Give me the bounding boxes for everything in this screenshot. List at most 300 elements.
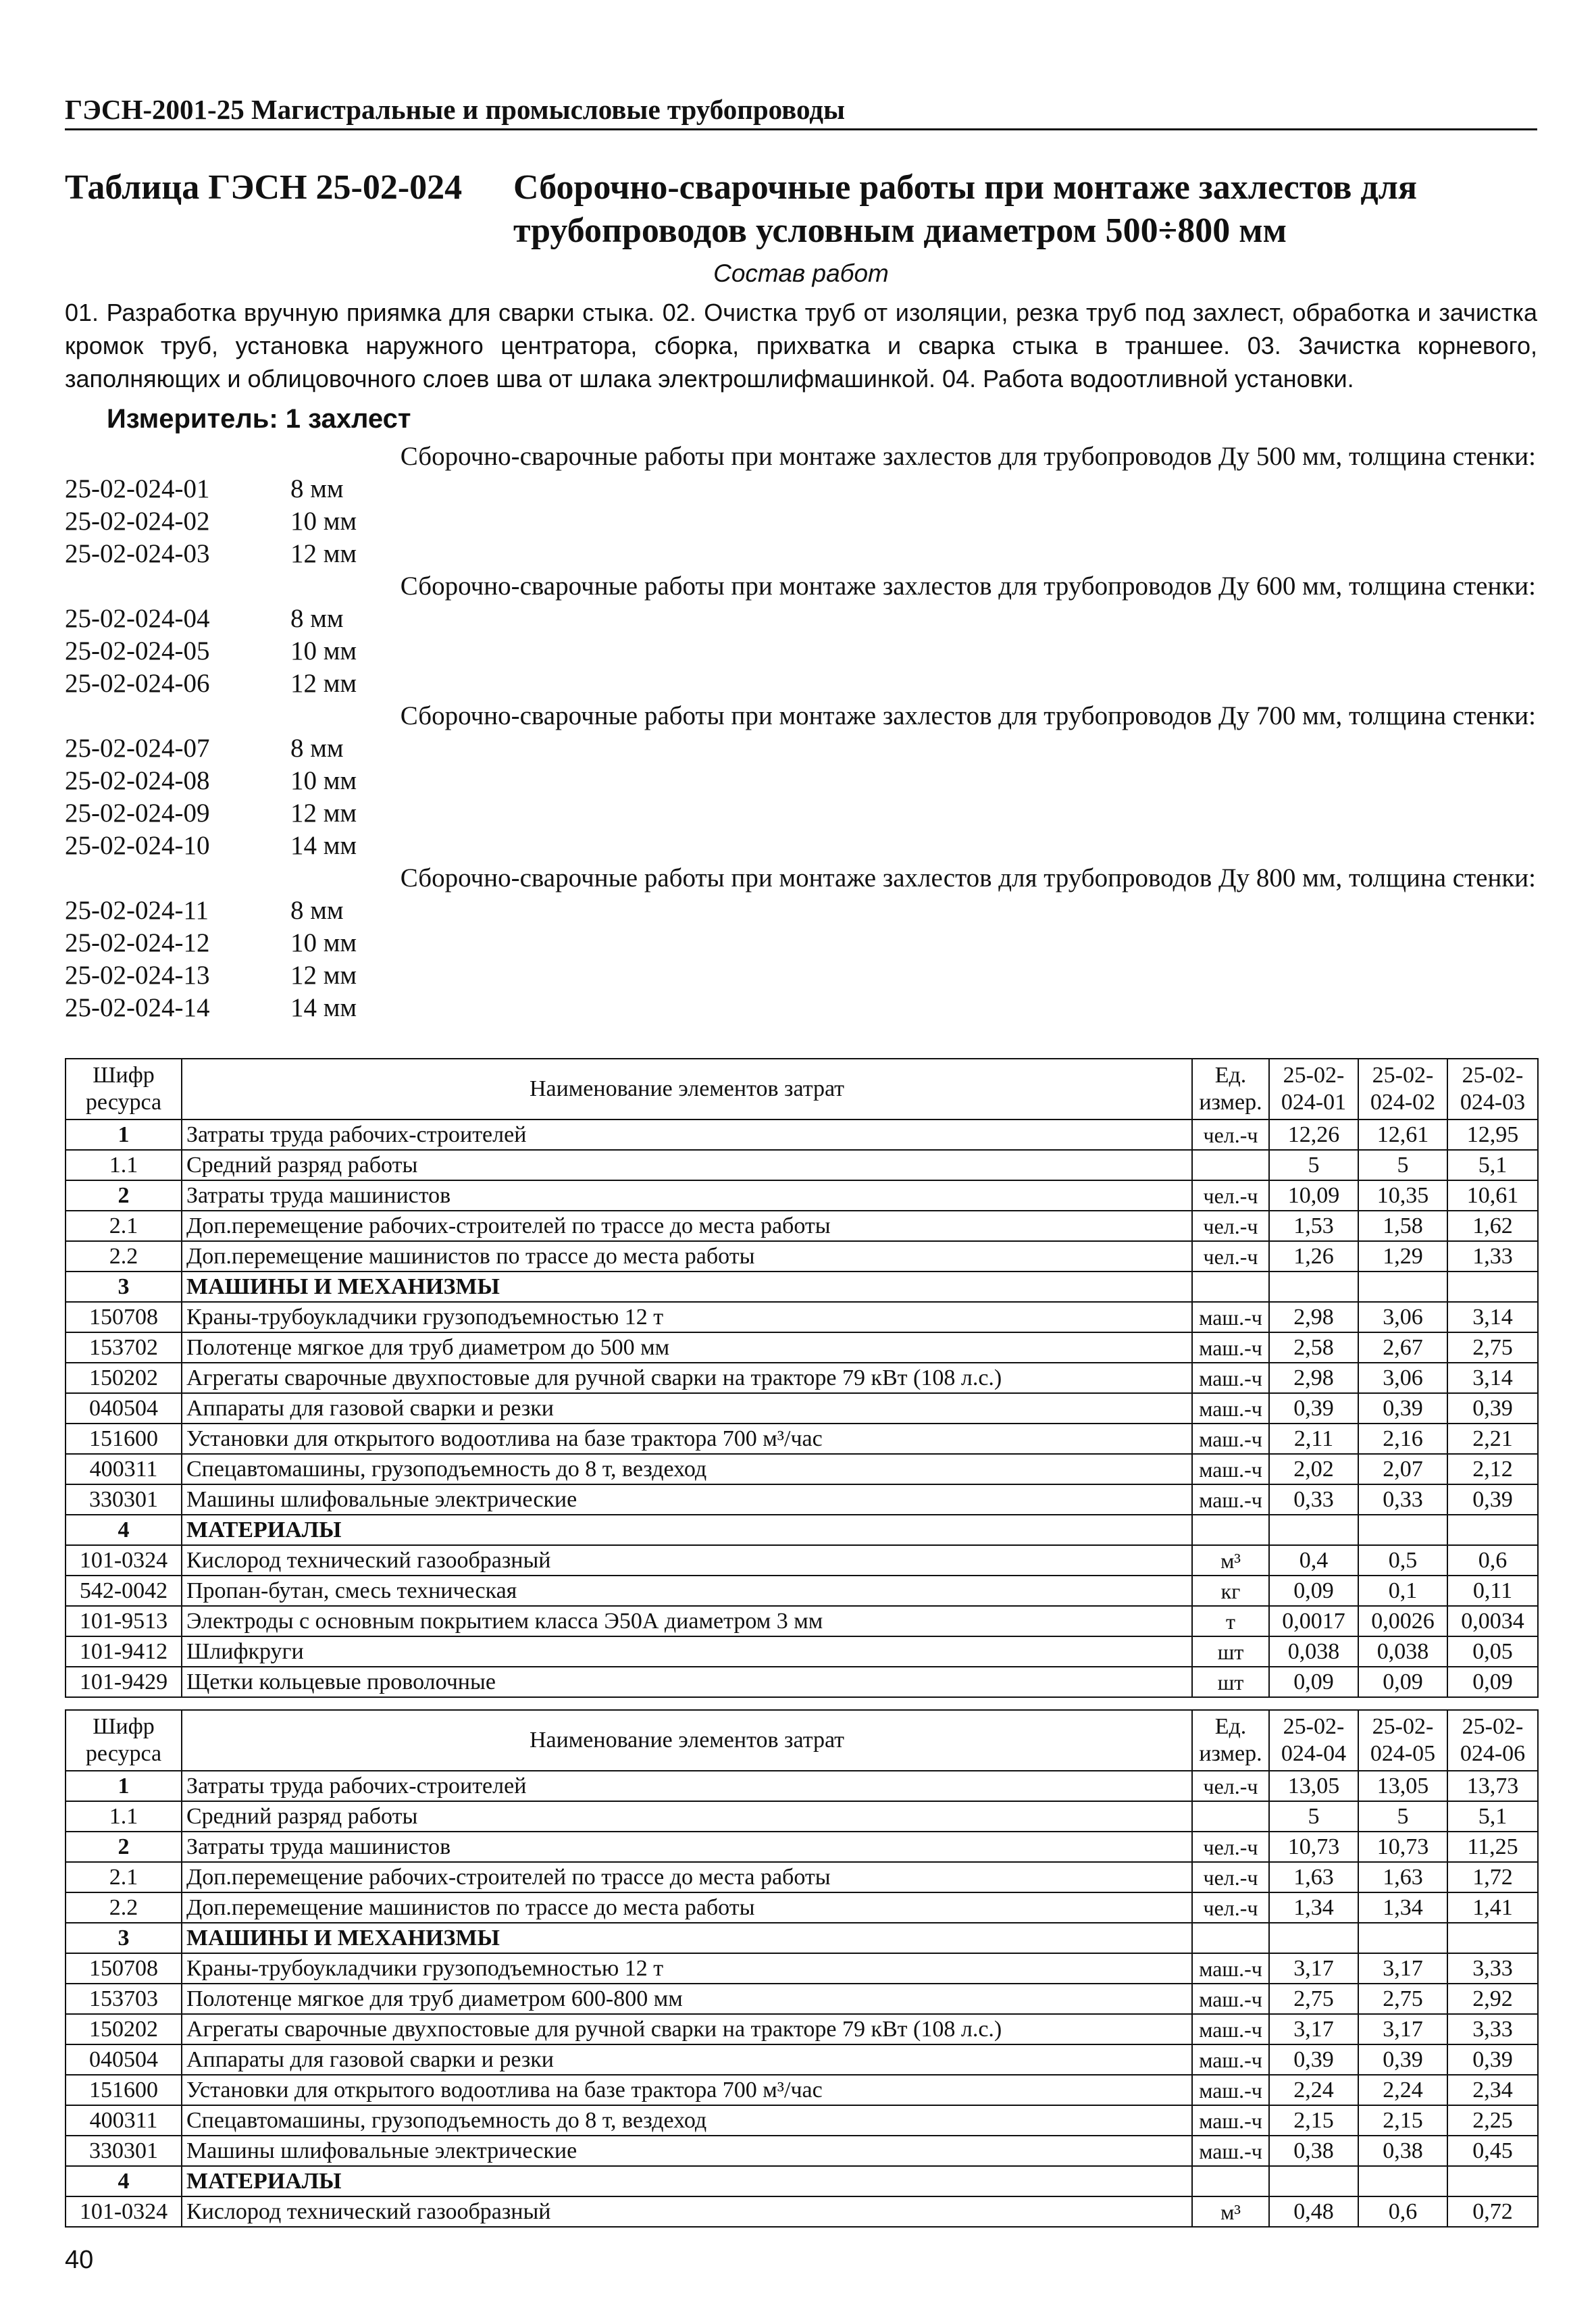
cell-value: 13,05 (1358, 1771, 1447, 1801)
cell-value: 3,14 (1447, 1363, 1538, 1393)
cell-unit: маш.-ч (1192, 2075, 1269, 2105)
cell-value: 0,39 (1447, 1484, 1538, 1515)
table-section-row (66, 2166, 1538, 2196)
spec-code: 25-02-024-01 (65, 474, 210, 503)
cell-value: 1,26 (1269, 1241, 1358, 1272)
spec-thickness: 12 мм (290, 961, 357, 990)
table-section-row (66, 1272, 1538, 1302)
cell-unit (1192, 1515, 1269, 1545)
cell-code: 101-0324 (66, 2196, 182, 2227)
cell-unit: маш.-ч (1192, 1302, 1269, 1332)
table-header-row (66, 1059, 1538, 1120)
cell-value: 0,09 (1447, 1667, 1538, 1697)
resource-table-2 (65, 1709, 1539, 2228)
spec-code: 25-02-024-05 (65, 636, 210, 665)
measure-unit: Измеритель: 1 захлест (107, 404, 411, 434)
cell-value (1269, 1923, 1358, 1953)
header-unit: Ед. измер. (1192, 1710, 1269, 1771)
cell-value: 0,09 (1269, 1667, 1358, 1697)
cell-name: Доп.перемещение машинистов по трассе до места работы (182, 1892, 1192, 1923)
spec-thickness: 8 мм (290, 896, 344, 925)
table-row (66, 1211, 1538, 1241)
cell-value: 1,63 (1358, 1862, 1447, 1892)
spec-thickness: 8 мм (290, 604, 344, 633)
cell-code: 150202 (66, 1363, 182, 1393)
cell-value: 0,39 (1358, 1393, 1447, 1424)
cell-value: 2,16 (1358, 1424, 1447, 1454)
cell-code: 1.1 (66, 1150, 182, 1180)
spec-row (65, 992, 1537, 1024)
table-header-row (66, 1710, 1538, 1771)
cell-value: 0,39 (1447, 2044, 1538, 2075)
spec-group-title: Сборочно-сварочные работы при монтаже захлестов для трубопроводов Ду 600 мм, толщина стенки: (400, 572, 1536, 601)
cell-code: 4 (66, 2166, 182, 2196)
header-name: Наименование элементов затрат (182, 1059, 1192, 1120)
cell-value (1269, 2166, 1358, 2196)
cell-name: Кислород технический газообразный (182, 1545, 1192, 1576)
cell-code: 151600 (66, 1424, 182, 1454)
cell-name: Полотенце мягкое для труб диаметром до 500 мм (182, 1332, 1192, 1363)
cell-code: 153702 (66, 1332, 182, 1363)
cell-unit: шт (1192, 1667, 1269, 1697)
cell-value: 2,15 (1269, 2105, 1358, 2136)
cell-code: 1.1 (66, 1801, 182, 1832)
cell-unit: маш.-ч (1192, 2136, 1269, 2166)
spec-row (65, 959, 1537, 992)
spec-row (65, 895, 1537, 927)
cell-code: 2.2 (66, 1892, 182, 1923)
cell-value: 5 (1358, 1801, 1447, 1832)
cell-name: Кислород технический газообразный (182, 2196, 1192, 2227)
cell-value: 0,0026 (1358, 1606, 1447, 1636)
cell-unit: маш.-ч (1192, 1332, 1269, 1363)
cell-code: 2 (66, 1180, 182, 1211)
table-row (66, 1332, 1538, 1363)
cell-value: 1,62 (1447, 1211, 1538, 1241)
cell-code: 151600 (66, 2075, 182, 2105)
cell-name: Электроды с основным покрытием класса Э50А диаметром 3 мм (182, 1606, 1192, 1636)
cell-value: 0,0034 (1447, 1606, 1538, 1636)
spec-thickness: 10 мм (290, 636, 357, 665)
cell-name: Спецавтомашины, грузоподъемность до 8 т, вездеход (182, 1454, 1192, 1484)
table-row (66, 2136, 1538, 2166)
cell-value: 2,75 (1358, 1984, 1447, 2014)
cell-unit: чел.-ч (1192, 1241, 1269, 1272)
spec-row (65, 765, 1537, 797)
cell-unit (1192, 1923, 1269, 1953)
cell-value: 10,73 (1358, 1832, 1447, 1862)
cell-value: 2,21 (1447, 1424, 1538, 1454)
spec-row (65, 538, 1537, 570)
cell-value: 1,34 (1269, 1892, 1358, 1923)
cell-name: Полотенце мягкое для труб диаметром 600-800 мм (182, 1984, 1192, 2014)
cell-name: Спецавтомашины, грузоподъемность до 8 т, вездеход (182, 2105, 1192, 2136)
cell-value: 2,92 (1447, 1984, 1538, 2014)
cell-value: 2,58 (1269, 1332, 1358, 1363)
cell-value: 10,09 (1269, 1180, 1358, 1211)
cell-code: 330301 (66, 1484, 182, 1515)
cell-unit: маш.-ч (1192, 1393, 1269, 1424)
cell-value: 3,17 (1269, 1953, 1358, 1984)
cell-value: 13,05 (1269, 1771, 1358, 1801)
cell-code: 2 (66, 1832, 182, 1862)
cell-code: 400311 (66, 1454, 182, 1484)
table-row (66, 1120, 1538, 1150)
cell-value: 12,95 (1447, 1120, 1538, 1150)
cell-unit: чел.-ч (1192, 1892, 1269, 1923)
cell-value (1358, 1515, 1447, 1545)
cell-code: 2.2 (66, 1241, 182, 1272)
spec-thickness: 8 мм (290, 474, 344, 503)
cell-value (1447, 1272, 1538, 1302)
cell-value: 0,39 (1269, 2044, 1358, 2075)
spec-list (65, 441, 1537, 1024)
table-row (66, 1424, 1538, 1454)
table-row (66, 1667, 1538, 1697)
table-row (66, 1484, 1538, 1515)
cell-value: 1,58 (1358, 1211, 1447, 1241)
document-page (65, 0, 1537, 2314)
cell-value: 1,72 (1447, 1862, 1538, 1892)
header-norm-code: 25-02-024-02 (1358, 1059, 1447, 1120)
cell-code: 101-9412 (66, 1636, 182, 1667)
spec-thickness: 10 мм (290, 928, 357, 957)
cell-value: 0,6 (1358, 2196, 1447, 2227)
cell-value: 0,33 (1269, 1484, 1358, 1515)
cell-value: 3,17 (1358, 2014, 1447, 2044)
cell-value: 2,67 (1358, 1332, 1447, 1363)
cell-value: 2,98 (1269, 1302, 1358, 1332)
header-name: Наименование элементов затрат (182, 1710, 1192, 1771)
spec-code: 25-02-024-07 (65, 734, 210, 763)
cell-unit: маш.-ч (1192, 1984, 1269, 2014)
cell-code: 2.1 (66, 1862, 182, 1892)
spec-thickness: 14 мм (290, 831, 357, 860)
cell-value: 0,038 (1358, 1636, 1447, 1667)
cell-value: 0,39 (1358, 2044, 1447, 2075)
cell-name: Средний разряд работы (182, 1801, 1192, 1832)
spec-thickness: 8 мм (290, 734, 344, 763)
composition-heading: Состав работ (713, 259, 889, 287)
cell-unit: маш.-ч (1192, 2044, 1269, 2075)
cell-value (1358, 1923, 1447, 1953)
cell-unit: т (1192, 1606, 1269, 1636)
spec-row (65, 505, 1537, 538)
cell-code: 040504 (66, 1393, 182, 1424)
cell-name: Установки для открытого водоотлива на базе трактора 700 м³/час (182, 2075, 1192, 2105)
cell-code: 101-0324 (66, 1545, 182, 1576)
cell-unit: маш.-ч (1192, 2014, 1269, 2044)
cell-name: Машины шлифовальные электрические (182, 1484, 1192, 1515)
cell-unit: чел.-ч (1192, 1120, 1269, 1150)
cell-name: Средний разряд работы (182, 1150, 1192, 1180)
cell-value: 3,33 (1447, 2014, 1538, 2044)
table-row (66, 1636, 1538, 1667)
cell-code: 1 (66, 1771, 182, 1801)
cell-value (1447, 1515, 1538, 1545)
cell-value: 2,34 (1447, 2075, 1538, 2105)
spec-code: 25-02-024-14 (65, 993, 210, 1022)
cell-code: 1 (66, 1120, 182, 1150)
spec-thickness: 10 мм (290, 766, 357, 795)
cell-value: 10,35 (1358, 1180, 1447, 1211)
cell-unit: чел.-ч (1192, 1771, 1269, 1801)
cell-code: 040504 (66, 2044, 182, 2075)
cell-value: 0,05 (1447, 1636, 1538, 1667)
cell-code: 101-9513 (66, 1606, 182, 1636)
header-norm-code: 25-02-024-01 (1269, 1059, 1358, 1120)
table-row (66, 2014, 1538, 2044)
header-unit: Ед. измер. (1192, 1059, 1269, 1120)
cell-name: Аппараты для газовой сварки и резки (182, 2044, 1192, 2075)
spec-code: 25-02-024-04 (65, 604, 210, 633)
spec-thickness: 12 мм (290, 799, 357, 828)
cell-value: 13,73 (1447, 1771, 1538, 1801)
cell-unit: чел.-ч (1192, 1180, 1269, 1211)
table-row (66, 1545, 1538, 1576)
header-code: Шифр ресурса (66, 1059, 182, 1120)
cell-name: Щетки кольцевые проволочные (182, 1667, 1192, 1697)
spec-group-title: Сборочно-сварочные работы при монтаже захлестов для трубопроводов Ду 800 мм, толщина стенки: (400, 863, 1536, 892)
spec-group-title: Сборочно-сварочные работы при монтаже захлестов для трубопроводов Ду 500 мм, толщина стенки: (400, 442, 1536, 471)
composition-text: 01. Разработка вручную приямка для сварки стыка. 02. Очистка труб от изоляции, резка труб под захлест, обработка и зачистка кромок труб, установка наружного центратора, сборка, прихватка и сварка стыка в траншее. 03. Зачистка корневого, заполняющих и облицовочного слоев шва от шлака электрошлифмашинкой. 04. Работа водоотливной установки. (65, 299, 1537, 393)
cell-value: 5 (1358, 1150, 1447, 1180)
spec-row (65, 830, 1537, 862)
table-row (66, 1606, 1538, 1636)
table-row (66, 1576, 1538, 1606)
spec-group-title: Сборочно-сварочные работы при монтаже захлестов для трубопроводов Ду 700 мм, толщина стенки: (400, 701, 1536, 730)
cell-value: 2,25 (1447, 2105, 1538, 2136)
cell-name: Установки для открытого водоотлива на базе трактора 700 м³/час (182, 1424, 1192, 1454)
cell-value: 3,06 (1358, 1302, 1447, 1332)
cell-value: 1,34 (1358, 1892, 1447, 1923)
cell-unit: кг (1192, 1576, 1269, 1606)
cell-code: 150708 (66, 1302, 182, 1332)
cell-name: Затраты труда рабочих-строителей (182, 1120, 1192, 1150)
cell-value: 0,33 (1358, 1484, 1447, 1515)
cell-value: 0,4 (1269, 1545, 1358, 1576)
table-row (66, 1953, 1538, 1984)
cell-value: 1,29 (1358, 1241, 1447, 1272)
table-row (66, 1801, 1538, 1832)
spec-row (65, 473, 1537, 505)
cell-unit: маш.-ч (1192, 1454, 1269, 1484)
cell-name: Аппараты для газовой сварки и резки (182, 1393, 1192, 1424)
cell-value: 0,48 (1269, 2196, 1358, 2227)
cell-name: Затраты труда машинистов (182, 1832, 1192, 1862)
table-row (66, 1363, 1538, 1393)
table-row (66, 1241, 1538, 1272)
cell-value: 0,45 (1447, 2136, 1538, 2166)
cell-value: 1,63 (1269, 1862, 1358, 1892)
cell-value: 12,26 (1269, 1120, 1358, 1150)
table-row (66, 2196, 1538, 2227)
cell-code: 400311 (66, 2105, 182, 2136)
cell-name: Доп.перемещение рабочих-строителей по трассе до места работы (182, 1862, 1192, 1892)
cell-value: 0,38 (1269, 2136, 1358, 2166)
spec-code: 25-02-024-06 (65, 669, 210, 698)
page-number: 40 (65, 2246, 94, 2274)
cell-unit (1192, 1272, 1269, 1302)
cell-name: МАТЕРИАЛЫ (182, 2166, 1192, 2196)
table-row (66, 1393, 1538, 1424)
cell-code: 3 (66, 1272, 182, 1302)
cell-unit: маш.-ч (1192, 1363, 1269, 1393)
table-code: Таблица ГЭСН 25-02-024 (65, 168, 463, 207)
cell-code: 2.1 (66, 1211, 182, 1241)
cell-value: 0,0017 (1269, 1606, 1358, 1636)
cell-value: 5 (1269, 1801, 1358, 1832)
cell-value: 12,61 (1358, 1120, 1447, 1150)
spec-code: 25-02-024-11 (65, 896, 209, 925)
spec-row (65, 797, 1537, 830)
table-section-row (66, 1515, 1538, 1545)
cell-value: 0,038 (1269, 1636, 1358, 1667)
cell-name: Доп.перемещение машинистов по трассе до места работы (182, 1241, 1192, 1272)
cell-code: 330301 (66, 2136, 182, 2166)
spec-thickness: 12 мм (290, 669, 357, 698)
table-row (66, 1454, 1538, 1484)
header-norm-code: 25-02-024-05 (1358, 1710, 1447, 1771)
cell-value: 3,14 (1447, 1302, 1538, 1332)
cell-value: 2,24 (1269, 2075, 1358, 2105)
cell-value (1447, 1923, 1538, 1953)
cell-unit (1192, 1150, 1269, 1180)
cell-value: 1,33 (1447, 1241, 1538, 1272)
cell-name: МАШИНЫ И МЕХАНИЗМЫ (182, 1923, 1192, 1953)
table-row (66, 1771, 1538, 1801)
cell-value: 0,11 (1447, 1576, 1538, 1606)
cell-value (1358, 2166, 1447, 2196)
cell-name: Затраты труда рабочих-строителей (182, 1771, 1192, 1801)
cell-value (1447, 2166, 1538, 2196)
cell-unit: м³ (1192, 1545, 1269, 1576)
spec-code: 25-02-024-08 (65, 766, 210, 795)
cell-name: Затраты труда машинистов (182, 1180, 1192, 1211)
cell-code: 101-9429 (66, 1667, 182, 1697)
header-norm-code: 25-02-024-03 (1447, 1059, 1538, 1120)
cell-value: 0,6 (1447, 1545, 1538, 1576)
cell-value: 3,17 (1269, 2014, 1358, 2044)
cell-name: Краны-трубоукладчики грузоподъемностью 12 т (182, 1953, 1192, 1984)
cell-unit: маш.-ч (1192, 1953, 1269, 1984)
cell-unit: чел.-ч (1192, 1832, 1269, 1862)
cell-value: 5,1 (1447, 1801, 1538, 1832)
cell-name: Доп.перемещение рабочих-строителей по трассе до места работы (182, 1211, 1192, 1241)
table-row (66, 1302, 1538, 1332)
cell-name: МАШИНЫ И МЕХАНИЗМЫ (182, 1272, 1192, 1302)
spec-row (65, 732, 1537, 765)
cell-name: Шлифкруги (182, 1636, 1192, 1667)
cell-value: 2,02 (1269, 1454, 1358, 1484)
table-row (66, 1150, 1538, 1180)
table-row (66, 2044, 1538, 2075)
header-norm-code: 25-02-024-04 (1269, 1710, 1358, 1771)
cell-name: Агрегаты сварочные двухпостовые для ручной сварки на тракторе 79 кВт (108 л.с.) (182, 1363, 1192, 1393)
cell-value: 2,98 (1269, 1363, 1358, 1393)
cell-value: 2,75 (1447, 1332, 1538, 1363)
cell-value: 0,5 (1358, 1545, 1447, 1576)
cell-unit: маш.-ч (1192, 1484, 1269, 1515)
cell-unit: м³ (1192, 2196, 1269, 2227)
spec-code: 25-02-024-02 (65, 507, 210, 536)
spec-code: 25-02-024-12 (65, 928, 210, 957)
spec-code: 25-02-024-03 (65, 539, 210, 568)
table-row (66, 2105, 1538, 2136)
cell-name: Машины шлифовальные электрические (182, 2136, 1192, 2166)
cell-value: 5,1 (1447, 1150, 1538, 1180)
cell-value: 2,07 (1358, 1454, 1447, 1484)
spec-thickness: 12 мм (290, 539, 357, 568)
table-row (66, 1984, 1538, 2014)
cell-value: 0,09 (1269, 1576, 1358, 1606)
table-section-row (66, 1923, 1538, 1953)
spec-thickness: 14 мм (290, 993, 357, 1022)
spec-code: 25-02-024-09 (65, 799, 210, 828)
table-row (66, 1180, 1538, 1211)
spec-thickness: 10 мм (290, 507, 357, 536)
header-code: Шифр ресурса (66, 1710, 182, 1771)
cell-value: 2,15 (1358, 2105, 1447, 2136)
cell-value (1269, 1515, 1358, 1545)
table-row (66, 1862, 1538, 1892)
cell-value: 0,09 (1358, 1667, 1447, 1697)
cell-name: Пропан-бутан, смесь техническая (182, 1576, 1192, 1606)
cell-value: 1,41 (1447, 1892, 1538, 1923)
cell-value: 3,33 (1447, 1953, 1538, 1984)
cell-code: 542-0042 (66, 1576, 182, 1606)
cell-value: 5 (1269, 1150, 1358, 1180)
cell-unit: шт (1192, 1636, 1269, 1667)
spec-code: 25-02-024-10 (65, 831, 210, 860)
cell-unit: чел.-ч (1192, 1211, 1269, 1241)
cell-value: 0,39 (1447, 1393, 1538, 1424)
cell-value: 2,24 (1358, 2075, 1447, 2105)
cell-code: 150202 (66, 2014, 182, 2044)
cell-code: 4 (66, 1515, 182, 1545)
table-name: Сборочно-сварочные работы при монтаже захлестов для трубопроводов условным диаметром 500÷800 мм (513, 168, 1418, 250)
cell-code: 153703 (66, 1984, 182, 2014)
cell-name: МАТЕРИАЛЫ (182, 1515, 1192, 1545)
cell-value: 0,38 (1358, 2136, 1447, 2166)
cell-value: 0,1 (1358, 1576, 1447, 1606)
cell-unit: маш.-ч (1192, 1424, 1269, 1454)
spec-row (65, 927, 1537, 959)
cell-value (1358, 1272, 1447, 1302)
header-norm-code: 25-02-024-06 (1447, 1710, 1538, 1771)
cell-value: 2,12 (1447, 1454, 1538, 1484)
cell-value: 3,06 (1358, 1363, 1447, 1393)
cell-name: Краны-трубоукладчики грузоподъемностью 12 т (182, 1302, 1192, 1332)
spec-row (65, 635, 1537, 668)
cell-value (1269, 1272, 1358, 1302)
table-row (66, 1892, 1538, 1923)
cell-value: 1,53 (1269, 1211, 1358, 1241)
table-row (66, 2075, 1538, 2105)
header-rule (65, 128, 1537, 130)
cell-value: 3,17 (1358, 1953, 1447, 1984)
resource-table-1 (65, 1058, 1539, 1698)
cell-value: 0,72 (1447, 2196, 1538, 2227)
spec-code: 25-02-024-13 (65, 961, 210, 990)
cell-value: 10,73 (1269, 1832, 1358, 1862)
cell-unit: маш.-ч (1192, 2105, 1269, 2136)
cell-name: Агрегаты сварочные двухпостовые для ручной сварки на тракторе 79 кВт (108 л.с.) (182, 2014, 1192, 2044)
running-header: ГЭСН-2001-25 Магистральные и промысловые трубопроводы (65, 94, 846, 125)
cell-unit (1192, 2166, 1269, 2196)
cell-value: 10,61 (1447, 1180, 1538, 1211)
cell-code: 3 (66, 1923, 182, 1953)
